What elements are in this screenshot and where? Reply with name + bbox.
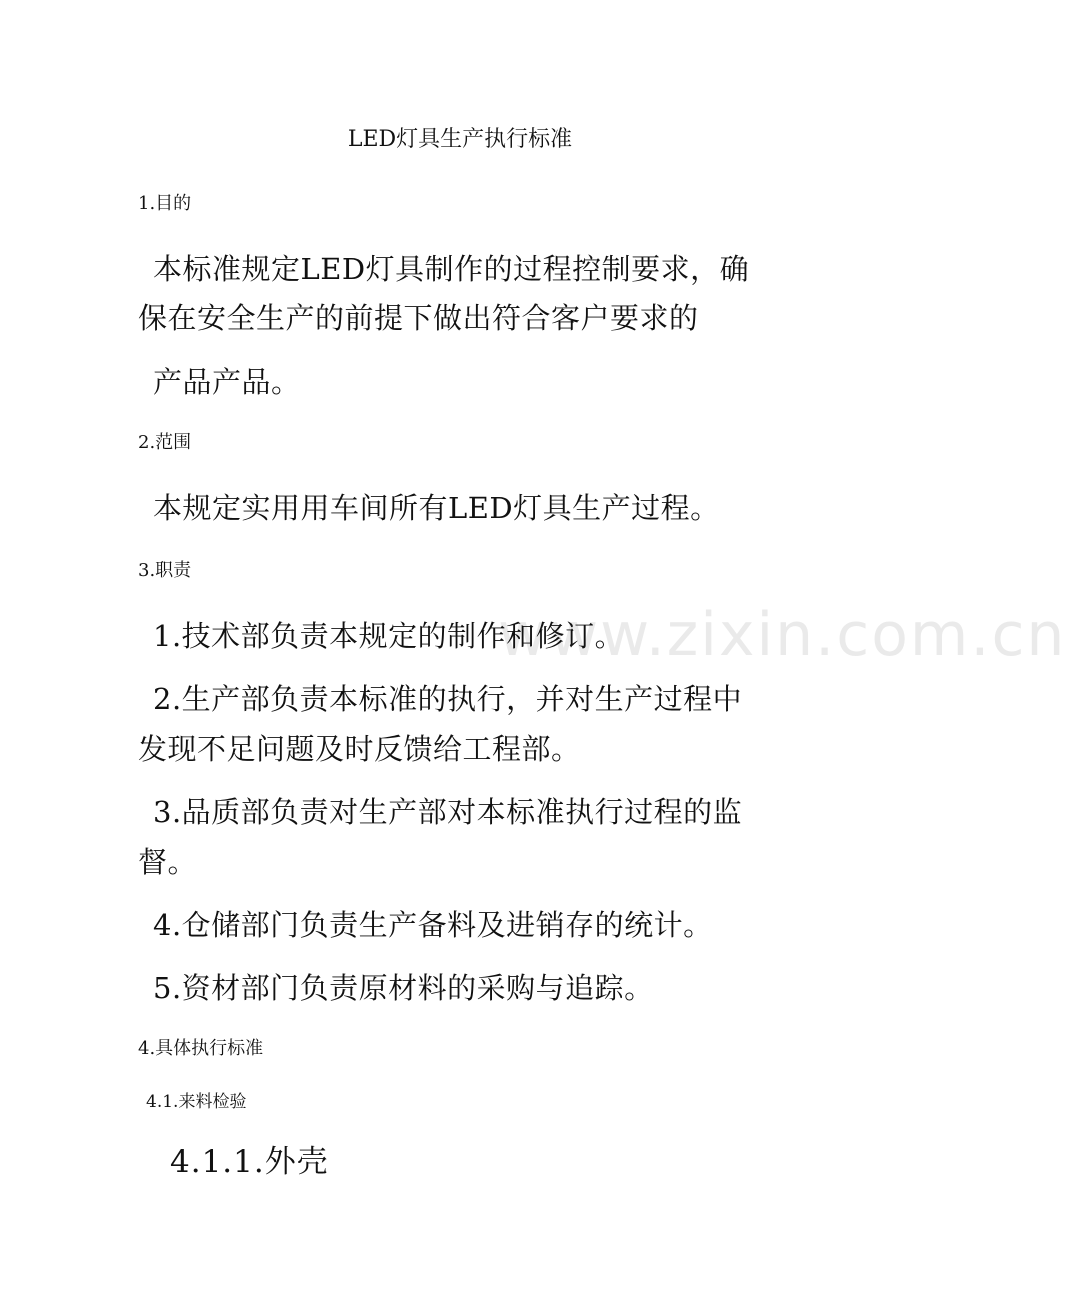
execution-sub-sub-heading: 4.1.1.外壳 <box>170 1144 329 1180</box>
responsibility-item: 1.技术部负责本规定的制作和修订。 <box>153 619 625 653</box>
execution-sub-heading: 4.1.来料检验 <box>146 1092 247 1112</box>
document-title: LED灯具生产执行标准 <box>347 127 573 152</box>
responsibility-item: 4.仓储部门负责生产备料及进销存的统计。 <box>153 908 713 942</box>
section-responsibilities-heading: 3.职责 <box>138 560 192 581</box>
section-purpose-heading: 1.目的 <box>138 193 192 214</box>
responsibility-item: 2.生产部负责本标准的执行，并对生产过程中 <box>153 682 743 716</box>
responsibility-item: 5.资材部门负责原材料的采购与追踪。 <box>153 971 654 1005</box>
scope-line: 本规定实用用车间所有LED灯具生产过程。 <box>153 491 720 525</box>
purpose-line: 产品产品。 <box>153 365 301 399</box>
section-scope-heading: 2.范围 <box>138 432 192 453</box>
purpose-line: 保在安全生产的前提下做出符合客户要求的 <box>138 301 699 335</box>
responsibility-item: 发现不足问题及时反馈给工程部。 <box>138 732 581 766</box>
watermark: www.zixin.com.cn <box>498 600 1066 670</box>
responsibility-item: 督。 <box>138 845 198 879</box>
purpose-line: 本标准规定LED灯具制作的过程控制要求，确 <box>153 252 750 286</box>
section-execution-heading: 4.具体执行标准 <box>138 1038 264 1059</box>
responsibility-item: 3.品质部负责对生产部对本标准执行过程的监 <box>153 795 743 829</box>
